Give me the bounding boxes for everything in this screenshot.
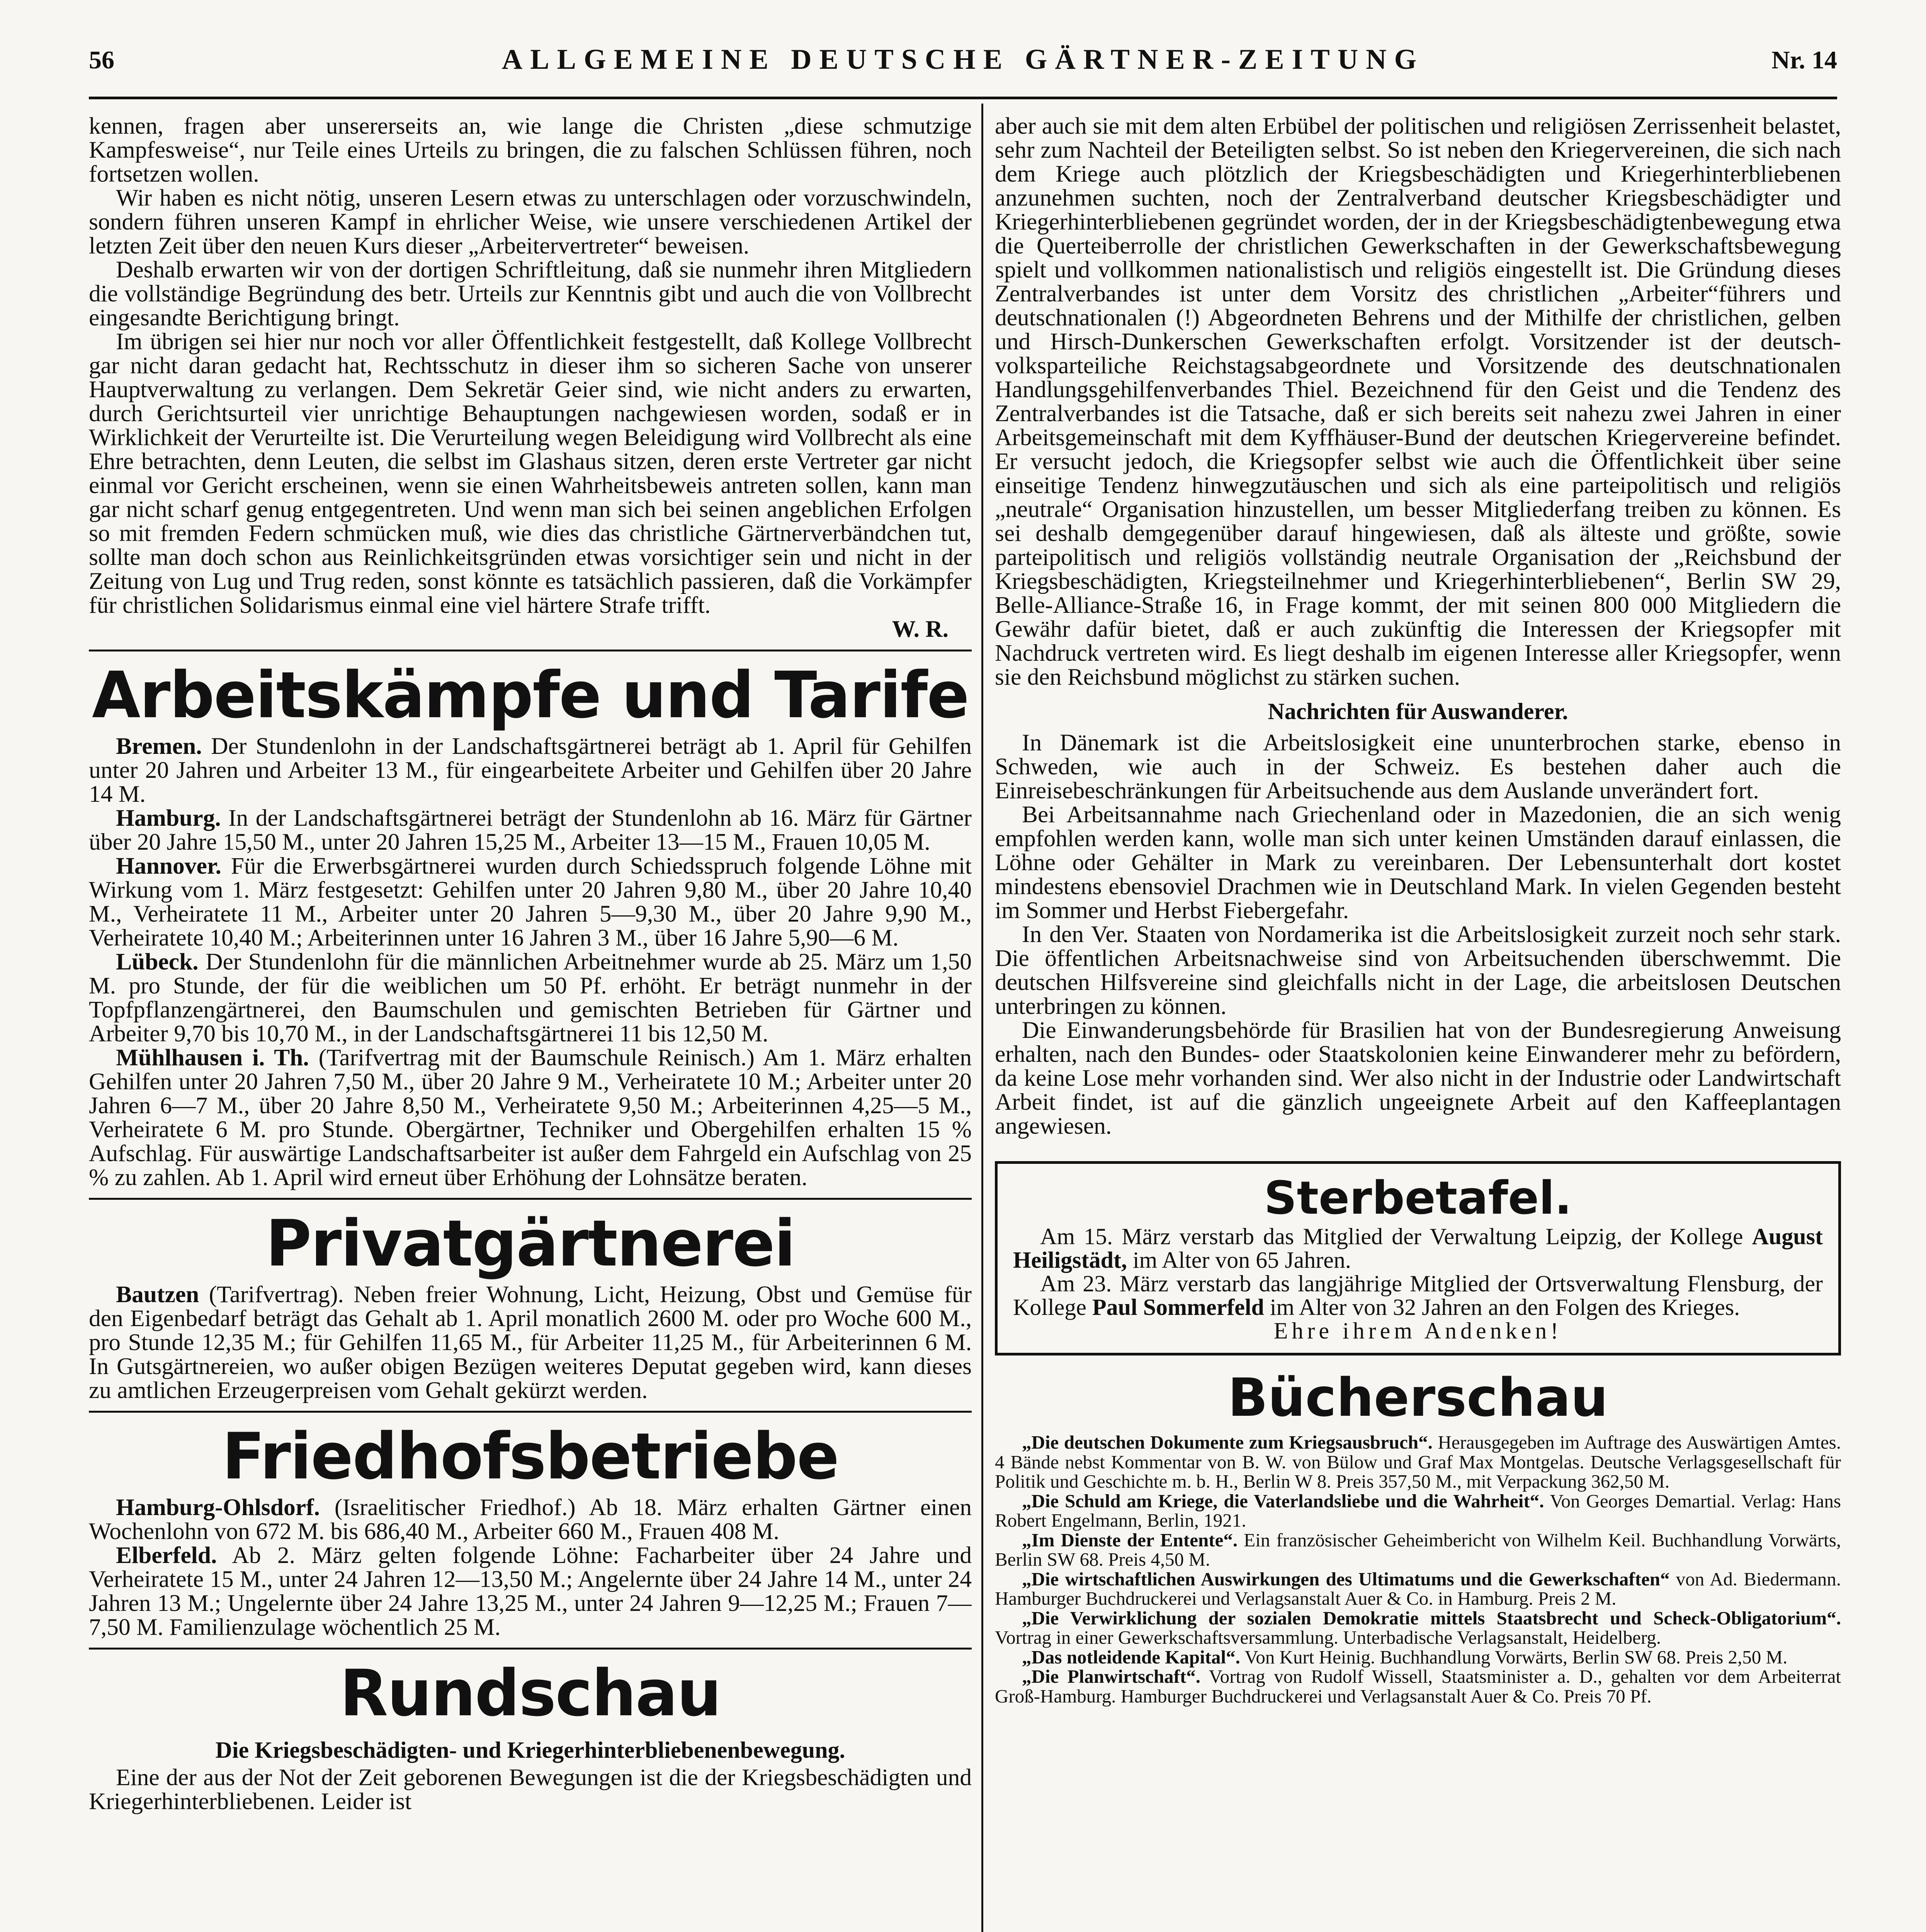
page-number: 56 (89, 46, 114, 74)
list-item: „Die deutschen Dokumente zum Kriegsausbruch“. Herausgegeben im Auftrage des Auswärtigen Amtes. 4 Bände nebst Kommentar von B. W. von Bülow und Graf Max Montgelas. Deutsche Verlagsgesellschaft für Politik und Geschichte m. b. H., Berlin W 8. Preis 357,50 M., mit Verpackung 362,50 M. (995, 1432, 1841, 1492)
section-rule (89, 1411, 972, 1413)
section-title-review: Rundschau (340, 1656, 721, 1731)
list-item: „Die Planwirtschaft“. Vortrag von Rudolf Wissell, Staatsminister a. D., gehalten vor dem Arbeiterrat Groß-Hamburg. Hamburger Buchdruckerei und Verlagsanstalt Auer & Co. Preis 70 Pf. (995, 1666, 1841, 1707)
list-item: „Im Dienste der Entente“. Ein französischer Geheimbericht von Wilhelm Keil. Buchhandlung Vorwärts, Berlin SW 68. Preis 4,50 M. (995, 1529, 1841, 1570)
article-subtitle: Nachrichten für Auswanderer. (1268, 699, 1568, 724)
obituary-entry: Am 15. März verstarb das Mitglied der Verwaltung Leipzig, der Kollege August Heiligstädt, im Alter von 65 Jahren. (1013, 1224, 1823, 1273)
right-column (995, 114, 1841, 1932)
left-column (89, 114, 972, 1932)
list-item: „Das notleidende Kapital“. Von Kurt Heinig. Buchhandlung Vorwärts, Berlin SW 68. Preis 2,50 M. (1022, 1646, 1788, 1668)
section-title-books: Bücherschau (1227, 1367, 1608, 1429)
obituary-title: Sterbetafel. (1264, 1171, 1572, 1225)
section-title-private: Privatgärtnerei (265, 1207, 795, 1281)
obituary-box (995, 1161, 1841, 1355)
list-item: „Die Schuld am Kriege, die Vaterlandsliebe und die Wahrheit“. Von Georges Demartial. Verlag: Hans Robert Engelmann, Berlin, 1921. (995, 1490, 1841, 1531)
paragraph: Im übrigen sei hier nur noch vor aller Öffentlichkeit festgestellt, daß Kollege Vollbrecht gar nicht daran gedacht hat, Rechtsschutz in dieser ihm so sicheren Sache von unserer Hauptverwaltung zu verlangen. Dem Sekretär Geier sind, wie nicht anders zu erwarten, durch Gerichtsurteil vier unrichtige Behauptungen nachgewiesen worden, sodaß er in Wirklichkeit der Verurteilte ist. Die Verurteilung wegen Beleidigung wird Vollbrecht als eine Ehre betrachten, denn Leuten, die selbst im Glashaus sitzen, deren erste Vertreter gar nicht einmal vor Gericht erscheinen, wenn sie einen Wahrheitsbeweis antreten sollen, kann man gar nicht scharf genug entgegentreten. Und wenn man sich bei seinen angeblichen Erfolgen so mit fremden Federn schmücken muß, wie dies das christliche Gärtnerverbändchen tut, sollte man doch schon aus Reinlichkeitsgründen etwas vorsichtiger sein und nicht in der Zeitung von Lug und Trug reden, sonst könnte es tatsächlich passieren, daß die Vorkämpfer für christlichen Solidarismus einmal eine viel härtere Strafe trifft. (89, 328, 972, 618)
paragraph: In den Ver. Staaten von Nordamerika ist die Arbeitslosigkeit zurzeit noch sehr stark. Die öffentlichen Arbeitsnachweise sind von Arbeitsuchenden überschwemmt. Die deutschen Hilfsvereine sind gleichfalls nicht in der Lage, die arbeitslosen Deutschen unterbringen zu können. (995, 921, 1841, 1019)
section-title-cemetery: Friedhofsbetriebe (222, 1420, 839, 1494)
column-divider (981, 104, 983, 1932)
header-rule (89, 97, 1837, 99)
masthead: ALLGEMEINE DEUTSCHE GÄRTNER-ZEITUNG (501, 44, 1425, 75)
paragraph: Bei Arbeitsannahme nach Griechenland oder in Mazedonien, die an sich wenig empfohlen werden kann, wolle man sich unter keinen Umständen darauf einlassen, die Löhne oder Gehälter in Mark zu vereinbaren. Der Lebensunterhalt dort kostet mindestens ebensoviel Drachmen wie in Deutschland Mark. In vielen Gegenden besteht im Sommer und Herbst Fiebergefahr. (995, 801, 1841, 923)
section-rule (89, 1198, 972, 1200)
paragraph: Die Einwanderungsbehörde für Brasilien hat von der Bundesregierung Anweisung erhalten, nach den Bundes- oder Staatskolonien keine Einwanderer mehr zu befördern, da keine Lose mehr vorhanden sind. Wer also nicht in der Industrie oder Landwirtschaft Arbeit findet, ist auf die gänzlich ungeeignete Arbeit auf den Kaffeeplantagen angewiesen. (995, 1017, 1841, 1139)
issue-number: Nr. 14 (1771, 46, 1837, 74)
paragraph: aber auch sie mit dem alten Erbübel der politischen und religiösen Zerrissenheit belastet, sehr zum Nachteil der Beteiligten selbst. So ist neben den Kriegervereinen, die sich nach dem Kriege auch plötzlich der Kriegsbeschädigten und Kriegerhinterbliebenen anzunehmen suchten, noch der Zentralverband deutscher Kriegsbeschädigter und Kriegerhinterbliebenen gegründet worden, der in der Kriegsbeschädigtenbewegung etwa die Querteiberrolle der christlichen Gewerkschaften in der Gewerkschaftsbewegung spielt und vollkommen nationalistisch und religiös eingestellt ist. Die Gründung dieses Zentralverbandes ist unter dem Vorsitz des christlichen „Arbeiter“führers und deutschnationalen (!) Abgeordneten Behrens und der Mithilfe der christlichen, gelben und Hirsch-Dunkerschen Gewerkschaften erfolgt. Vorsitzender ist der deutsch-volksparteiliche Reichstagsabgeordnete und Vorsitzende des deutschnationalen Handlungsgehilfenverbandes Thiel. Bezeichnend für den Geist und die Tendenz des Zentralverbandes ist die Tatsache, daß er sich bereits seit nahezu zwei Jahren in einer Arbeitsgemeinschaft mit dem Kyffhäuser-Bund der deutschen Kriegervereine befindet. Er versucht jedoch, die Kriegsopfer selbst wie auch die Öffentlichkeit über seine einseitige Tendenz hinwegzutäuschen und sich als eine parteipolitisch und religiös „neutrale“ Organisation hinzustellen, um besser Mitgliederfang treiben zu können. Es sei deshalb demgegenüber darauf hingewiesen, daß als älteste und größte, sowie parteipolitisch und religiös vollständig neutrale Organisation der „Reichsbund der Kriegsbeschädigten, Kriegsteilnehmer und Kriegerhinterbliebenen“, Berlin SW 29, Belle-Alliance-Straße 16, in Frage kommt, der mit seinen 800 000 Mitgliedern die Gewähr dafür bietet, daß er auch zukünftig die Interessen der Kriegsopfer mit Nachdruck vertreten wird. Es liegt deshalb im eigenen Interesse aller Kriegsopfer, wenn sie den Reichsbund möglichst zu stärken suchen. (995, 114, 1841, 690)
list-item: Elberfeld. Ab 2. März gelten folgende Löhne: Facharbeiter über 24 Jahre und Verheiratete 15 M., unter 24 Jahren 12—13,50 M.; Angelernte über 24 Jahre 14 M., unter 24 Jahren 13 M.; Ungelernte über 24 Jahre 13,25 M., unter 24 Jahren 9—12,25 M.; Frauen 7—7,50 M. Familienzulage wöchentlich 25 M. (89, 1542, 972, 1640)
list-item: „Die wirtschaftlichen Auswirkungen des Ultimatums und die Gewerkschaften“ von Ad. Biedermann. Hamburger Buchdruckerei und Verlagsanstalt Auer & Co. in Hamburg. Preis 2 M. (995, 1568, 1841, 1609)
list-item: Hamburg-Ohlsdorf. (Israelitischer Friedhof.) Ab 18. März erhalten Gärtner einen Wochenlohn von 672 M. bis 686,40 M., Arbeiter 660 M., Frauen 408 M. (89, 1494, 972, 1544)
paragraph: kennen, fragen aber unsererseits an, wie lange die Christen „diese schmutzige Kampfesweise“, nur Teile eines Urteils zu bringen, die zu falschen Schlüssen führen, noch fortsetzen wollen. (89, 114, 972, 187)
paragraph: In Dänemark ist die Arbeitslosigkeit eine ununterbrochen starke, ebenso in Schweden, wie auch in der Schweiz. Es bestehen daher auch die Einreisebeschränkungen für Arbeitsuchende aus dem Auslande unverändert fort. (995, 730, 1841, 804)
obituary-closing: Ehre ihrem Andenken! (1273, 1318, 1562, 1344)
list-item: Lübeck. Der Stundenlohn für die männlichen Arbeitnehmer wurde ab 25. März um 1,50 M. pro Stunde, der für die weiblichen um 50 Pf. erhöht. Er beträgt nunmehr in der Topfpflanzengärtnerei, den Baumschulen und gemischten Betrieben für Gärtner und Arbeiter 9,70 bis 10,70 M., in der Landschaftsgärtnerei 11 bis 12,50 M. (89, 949, 972, 1047)
article-subtitle: Die Kriegsbeschädigten- und Kriegerhinterbliebenenbewegung. (215, 1737, 845, 1763)
section-title-tariffs: Arbeitskämpfe und Tarife (92, 658, 969, 733)
list-item: Bremen. Der Stundenlohn in der Landschaftsgärtnerei beträgt ab 1. April für Gehilfen unter 20 Jahren und Arbeiter 13 M., für eingearbeitete Arbeiter und Gehilfen über 20 Jahre 14 M. (89, 733, 972, 807)
signature: W. R. (892, 616, 949, 642)
list-item: Hannover. Für die Erwerbsgärtnerei wurden durch Schiedsspruch folgende Löhne mit Wirkung vom 1. März festgesetzt: Gehilfen unter 20 Jahren 9,80 M., über 20 Jahre 10,40 M., Verheiratete 11 M., Arbeiter unter 20 Jahren 5—9,30 M., über 20 Jahre 9,90 M., Verheiratete 10,40 M.; Arbeiterinnen unter 16 Jahren 3 M., über 16 Jahre 5,90—6 M. (89, 853, 972, 951)
list-item: Mühlhausen i. Th. (Tarifvertrag mit der Baumschule Reinisch.) Am 1. März erhalten Gehilfen unter 20 Jahren 7,50 M., über 20 Jahre 9 M., Verheiratete 10 M.; Arbeiter unter 20 Jahren 6—7 M., über 20 Jahre 8,50 M., Verheiratete 9,50 M.; Arbeiterinnen 4,25—5 M., Verheiratete 6 M. pro Stunde. Obergärtner, Techniker und Obergehilfen erhalten 15 % Aufschlag. Für auswärtige Landschaftsarbeiter ist außer dem Fahrgeld ein Aufschlag von 25 % zu zahlen. Ab 1. April wird erneut über Erhöhung der Lohnsätze beraten. (89, 1044, 972, 1190)
section-rule (89, 650, 972, 651)
list-item: Bautzen (Tarifvertrag). Neben freier Wohnung, Licht, Heizung, Obst und Gemüse für den Eigenbedarf beträgt das Gehalt ab 1. April monatlich 2600 M. oder pro Woche 600 M., pro Stunde 12,35 M.; für Gehilfen 11,65 M., für Arbeiter 11,25 M., für Arbeiterinnen 6 M. In Gutsgärtnereien, wo außer obigen Bezügen weiteres Deputat gegeben wird, kann dieses zu amtlichen Erzeugerpreisen vom Gehalt gekürzt werden. (89, 1281, 972, 1403)
section-rule (89, 1648, 972, 1650)
list-item: „Die Verwirklichung der sozialen Demokratie mittels Staatsbrecht und Scheck-Obligatorium“. Vortrag in einer Gewerkschaftsversammlung. Unterbadische Verlagsanstalt, Heidelberg. (995, 1607, 1841, 1648)
paragraph: Wir haben es nicht nötig, unseren Lesern etwas zu unterschlagen oder vorzuschwindeln, sondern führen unseren Kampf in ehrlicher Weise, wie unsere verschiedenen Artikel der letzten Zeit über den neuen Kurs dieser „Arbeitervertreter“ beweisen. (89, 185, 972, 259)
list-item: Hamburg. In der Landschaftsgärtnerei beträgt der Stundenlohn ab 16. März für Gärtner über 20 Jahre 15,50 M., unter 20 Jahren 15,25 M., Arbeiter 13—15 M., Frauen 10,05 M. (89, 805, 972, 855)
paragraph: Eine der aus der Not der Zeit geborenen Bewegungen ist die der Kriegsbeschädigten und Kriegerhinterbliebenen. Leider ist (89, 1764, 972, 1815)
paragraph: Deshalb erwarten wir von der dortigen Schriftleitung, daß sie nunmehr ihren Mitgliedern die vollständige Begründung des betr. Urteils zur Kenntnis gibt und auch die von Vollbrecht eingesandte Berichtigung bringt. (89, 257, 972, 331)
obituary-entry: Am 23. März verstarb das langjährige Mitglied der Ortsverwaltung Flensburg, der Kollege Paul Sommerfeld im Alter von 32 Jahren an den Folgen des Krieges. (1013, 1271, 1823, 1320)
book-list (995, 1433, 1841, 1706)
